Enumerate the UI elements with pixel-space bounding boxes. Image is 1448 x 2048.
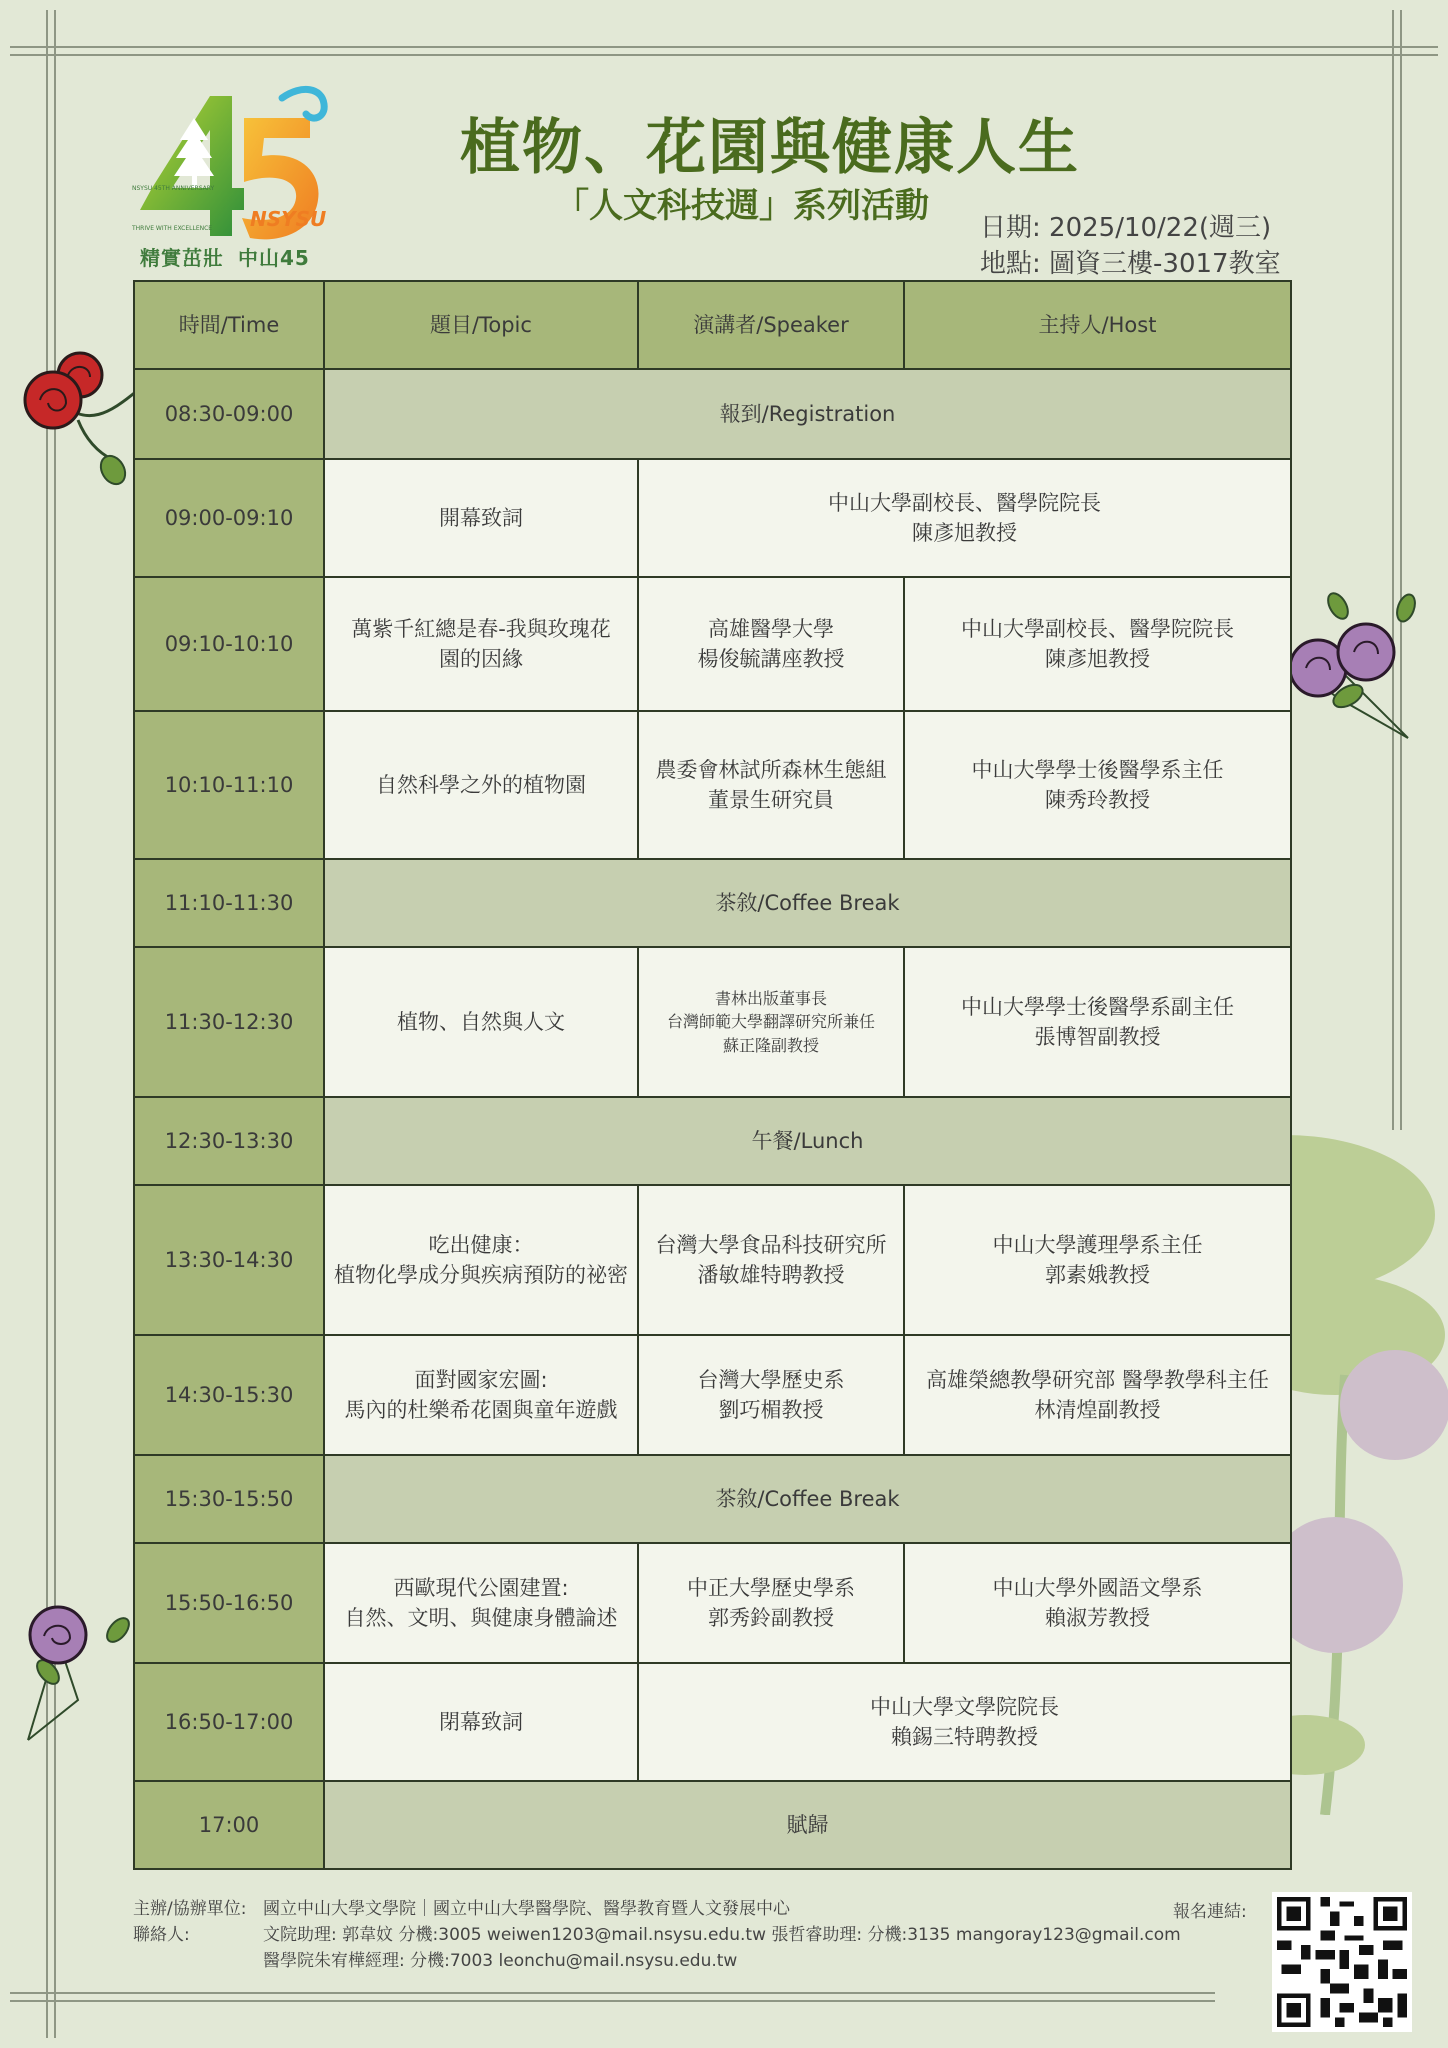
table-row [134,859,1291,947]
topic-cell: 閉幕致詞 [324,1663,638,1781]
topic-line: 面對國家宏圖: [414,1367,548,1392]
table-row [134,711,1291,859]
lunch-cell: 午餐/Lunch [324,1097,1291,1185]
speaker-line: 農委會林試所森林生態組 [655,757,887,782]
speaker-cell [638,711,904,859]
topic-line: 馬內的杜樂希花園與童年遊戲 [344,1398,618,1422]
registration-cell: 報到/Registration [324,369,1291,459]
logo-wordmark: NSYSU [250,207,327,231]
host-line: 高雄榮總教學研究部 醫學教學科主任 [926,1367,1269,1392]
frame-line-top [10,46,1438,48]
header-time: 時間/Time [134,281,324,369]
table-header-row [134,281,1291,369]
schedule-table [133,280,1292,1870]
host-line: 中山大學學士後醫學系副主任 [961,994,1234,1019]
host-cell [904,947,1291,1097]
topic-line: 植物化學成分與疾病預防的祕密 [334,1263,628,1287]
topic-line: 園的因緣 [439,647,523,671]
table-row [134,1663,1291,1781]
time-cell: 14:30-15:30 [134,1335,324,1455]
host-line: 賴淑芳教授 [1045,1606,1150,1630]
table-row [134,1781,1291,1869]
speaker-line: 中正大學歷史學系 [687,1575,855,1600]
host-cell [904,1335,1291,1455]
speaker-cell [638,1335,904,1455]
logo-tagline: THRIVE WITH EXCELLENCE [132,225,213,232]
organizer-text: 國立中山大學文學院｜國立中山大學醫學院、醫學教育暨人文發展中心 [263,1899,790,1919]
host-line: 郭素娥教授 [1045,1263,1150,1287]
host-cell [904,1543,1291,1663]
footer-organizer [133,1894,790,1919]
frame-line-right [1392,10,1394,1130]
host-cell [904,1185,1291,1335]
time-cell: 12:30-13:30 [134,1097,324,1185]
host-line: 陳秀玲教授 [1045,788,1150,812]
topic-cell [324,1185,638,1335]
speaker-cell [638,577,904,711]
header-speaker: 演講者/Speaker [638,281,904,369]
table-row [134,1097,1291,1185]
host-line: 中山大學學士後醫學系主任 [971,757,1224,782]
speaker-cell [638,1185,904,1335]
speaker-line: 書林出版董事長 [714,989,827,1009]
signup-qr-code[interactable] [1272,1892,1412,2032]
contact-text-1: 文院助理: 郭韋妏 分機:3005 weiwen1203@mail.nsysu.edu.tw 張哲睿助理: 分機:3135 mangoray123@gmail.com [263,1925,1181,1945]
purple-rose-icon [1278,588,1418,748]
header-host: 主持人/Host [904,281,1291,369]
coffee-break-cell: 茶敘/Coffee Break [324,859,1291,947]
topic-cell [324,1335,638,1455]
frame-line-bottom [10,1992,1215,1994]
time-cell: 16:50-17:00 [134,1663,324,1781]
host-line: 張博智副教授 [1034,1025,1161,1049]
topic-cell [324,1543,638,1663]
host-line: 中山大學外國語文學系 [992,1575,1203,1600]
topic-cell [324,577,638,711]
frame-line-bottom-2 [10,2000,1215,2002]
table-row [134,577,1291,711]
speaker-line: 陳彥旭教授 [912,521,1017,545]
table-row [134,369,1291,459]
topic-cell: 自然科學之外的植物園 [324,711,638,859]
adjourn-cell: 賦歸 [324,1781,1291,1869]
table-row [134,1185,1291,1335]
event-title: 植物、花園與健康人生 [460,113,1080,183]
coffee-break-cell: 茶敘/Coffee Break [324,1455,1291,1543]
table-row [134,947,1291,1097]
signup-label: 報名連結: [1173,1902,1247,1922]
time-cell: 15:50-16:50 [134,1543,324,1663]
host-cell [904,577,1291,711]
table-row [134,1335,1291,1455]
topic-line: 吃出健康： [428,1232,534,1257]
time-cell: 11:10-11:30 [134,859,324,947]
time-cell: 15:30-15:50 [134,1455,324,1543]
speaker-cell [638,947,904,1097]
speaker-line: 中山大學文學院院長 [870,1694,1059,1719]
time-cell: 09:10-10:10 [134,577,324,711]
speaker-line: 潘敏雄特聘教授 [697,1263,845,1287]
topic-line: 萬紫千紅總是春-我與玫瑰花 [351,616,611,641]
topic-cell: 植物、自然與人文 [324,947,638,1097]
speaker-line: 賴錫三特聘教授 [891,1725,1038,1749]
speaker-line: 郭秀鈴副教授 [708,1606,834,1630]
speaker-host-cell [638,459,1291,577]
speaker-line: 蘇正隆副教授 [722,1035,819,1055]
frame-line-top-2 [10,54,1438,56]
organizer-label: 主辦/協辦單位: [133,1899,247,1919]
contact-label: 聯絡人: [133,1925,190,1945]
speaker-cell [638,1543,904,1663]
footer-contact [133,1920,1181,1945]
frame-line-right-2 [1400,10,1402,1130]
time-cell: 11:30-12:30 [134,947,324,1097]
time-cell: 09:00-09:10 [134,459,324,577]
table-row [134,1455,1291,1543]
speaker-line: 楊俊毓講座教授 [697,647,845,671]
topic-cell: 開幕致詞 [324,459,638,577]
logo-slogan-2: 中山45 [238,246,310,270]
speaker-host-cell [638,1663,1291,1781]
host-line: 陳彥旭教授 [1045,647,1150,671]
event-venue: 地點: 圖資三樓-3017教室 [980,249,1281,279]
event-subtitle: 「人文科技週」系列活動 [555,186,929,226]
speaker-line: 台灣師範大學翻譯研究所兼任 [666,1012,875,1032]
speaker-line: 台灣大學歷史系 [697,1367,845,1392]
logo-slogan-1: 精實茁壯 [140,246,224,270]
time-cell: 17:00 [134,1781,324,1869]
host-line: 林清煌副教授 [1034,1398,1161,1422]
time-cell: 08:30-09:00 [134,369,324,459]
speaker-line: 台灣大學食品科技研究所 [655,1232,887,1257]
topic-line: 自然、文明、與健康身體論述 [344,1606,618,1630]
contact-text-2: 醫學院朱宥樺經理: 分機:7003 leonchu@mail.nsysu.edu.tw [263,1951,738,1971]
speaker-line: 劉巧楣教授 [718,1398,824,1422]
table-row [134,1543,1291,1663]
host-line: 中山大學副校長、醫學院院長 [961,616,1234,641]
logo-anniversary: NSYSU 45TH ANNIVERSARY [132,185,215,192]
speaker-line: 高雄醫學大學 [708,616,834,641]
header-topic: 題目/Topic [324,281,638,369]
topic-line: 西歐現代公園建置: [393,1575,569,1600]
speaker-line: 中山大學副校長、醫學院院長 [828,490,1101,515]
purple-rose-small-icon [18,1600,133,1745]
table-row [134,459,1291,577]
event-date: 日期: 2025/10/22(週三) [980,213,1272,243]
host-cell [904,711,1291,859]
speaker-line: 董景生研究員 [708,788,834,812]
time-cell: 10:10-11:10 [134,711,324,859]
logo-slogan [140,242,310,271]
host-line: 中山大學護理學系主任 [992,1232,1203,1257]
time-cell: 13:30-14:30 [134,1185,324,1335]
